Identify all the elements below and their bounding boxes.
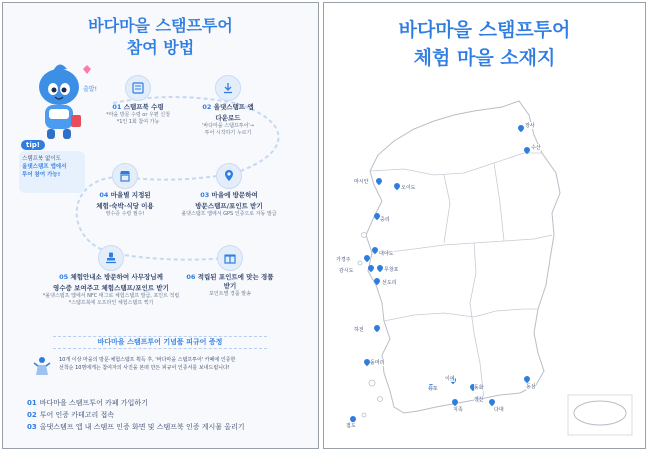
step-number: 06	[186, 273, 196, 281]
place-label: 이여	[445, 376, 455, 382]
join-steps	[27, 397, 297, 433]
map-title: 바다마을 스탬프투어	[398, 19, 571, 41]
step-title-2: 영수증 보여주고 체험스탬프/포인트 받기	[53, 284, 169, 292]
join-step: 01 바다마을 스탬프투어 카페 가입하기	[27, 399, 148, 407]
book-icon	[125, 75, 151, 101]
download-icon	[215, 75, 241, 101]
place-label: 지족	[453, 407, 463, 413]
place-label: 접도	[346, 423, 356, 429]
step-number: 01	[112, 103, 122, 111]
step-desc: 영수증 수령 필수!	[105, 211, 145, 217]
step-number: 04	[99, 191, 109, 199]
place-label: 감시도	[339, 268, 354, 274]
step-desc: '바다마을 스탬프투어'→	[202, 123, 254, 129]
korea-map	[324, 3, 646, 449]
tip-line-2: 올댓스탬프 앱에서	[22, 164, 67, 170]
guide-title: 바다마을 스탬프투어	[88, 16, 233, 35]
step-desc: 포인트별 경품 발송	[209, 291, 251, 297]
tip-line-1: 스탬프북 없이도	[22, 156, 61, 162]
gift-banner: 바다마을 스탬프투어 기념품 피규어 증정	[53, 336, 267, 349]
step-title: 올댓스탬프 앱	[213, 103, 254, 111]
step-04	[73, 163, 177, 218]
village-map-panel	[323, 2, 646, 449]
step-01	[99, 75, 177, 126]
place-label: 다대	[494, 407, 504, 413]
mascot-character	[23, 59, 103, 143]
place-label: 하전	[354, 327, 364, 333]
participation-guide-panel	[2, 2, 319, 449]
gift-icon	[217, 245, 243, 271]
place-label: 무창포	[384, 267, 399, 273]
step-title: 체험안내소 방문하여 사무장님께	[70, 273, 163, 281]
place-label: 수산	[531, 145, 541, 151]
step-title: 마을에 방문하여	[211, 191, 258, 199]
step-desc: 올댓스탬프 앱에서 GPS 인증으로 자동 발급	[181, 211, 277, 217]
tip-line-3: 투어 참여 가능!	[22, 172, 61, 178]
guide-subtitle: 참여 방법	[126, 38, 195, 57]
step-02	[183, 75, 273, 137]
step-desc: *올댓스탬프 앱에서 NFC 태그로 체험스탬프 발급, 포인트 적립	[42, 293, 180, 299]
step-number: 03	[200, 191, 210, 199]
stamp-icon	[98, 245, 124, 271]
gift-text-line: 선착순 10명에게는 참여자의 사진을 본떠 만든 피규어 인증서를 보내드립니다!	[59, 365, 230, 371]
gift-description	[59, 356, 299, 372]
place-label: 동화	[474, 385, 484, 391]
step-number: 05	[59, 273, 69, 281]
step-title-2: 방문스탬프/포인트 받기	[195, 202, 263, 210]
step-title: 마을별 지정된	[110, 191, 151, 199]
place-label: 대야도	[379, 251, 394, 257]
step-desc: *마을 방문 수령 or 우편 신청	[106, 112, 170, 118]
tip-badge: tip!	[21, 140, 45, 150]
step-title: 적립된 포인트에 맞는 경품 받기	[197, 273, 274, 290]
step-05	[31, 245, 191, 307]
place-label: 돌머리	[370, 360, 385, 366]
place-label: 마시안	[354, 179, 369, 185]
place-label: 유포	[428, 386, 438, 392]
join-step: 03 올댓스탬프 앱 내 스탬프 인증 화면 및 스탬프북 인증 게시물 올리기	[27, 423, 245, 431]
step-title-2: 체험·숙박·식당 이용	[96, 202, 154, 210]
map-subtitle: 체험 마을 소재지	[413, 47, 556, 69]
people-icon	[31, 355, 53, 377]
location-icon	[216, 163, 242, 189]
step-title: 스탬프북 수령	[123, 103, 164, 111]
place-label: 오이도	[401, 185, 416, 191]
step-desc: *1인 1회 참여 가능	[116, 119, 160, 125]
place-label: 가경주	[336, 257, 351, 263]
step-desc: 투어 시작하기 누르기	[204, 130, 252, 136]
place-label: 동삼	[526, 384, 536, 390]
place-label: 선도리	[382, 280, 397, 286]
place-label: 장사	[525, 123, 535, 129]
step-desc: *스탬프북에 오프라인 체험스탬프 찍기	[68, 300, 154, 306]
place-label: 중리	[380, 217, 390, 223]
step-title-2: 다운로드	[215, 114, 241, 122]
join-step: 02 투어 인증 카테고리 접속	[27, 411, 115, 419]
step-number: 02	[202, 103, 212, 111]
gift-text-line: 10개 이상 마을의 방문·체험스탬프 획득 후, '바다마을 스탬프투어' 카페에 인증한	[59, 357, 236, 363]
store-icon	[112, 163, 138, 189]
step-03	[179, 163, 279, 218]
place-label: 장산	[474, 397, 484, 403]
mascot-speech: 출발!	[83, 86, 97, 93]
step-06	[183, 245, 277, 298]
